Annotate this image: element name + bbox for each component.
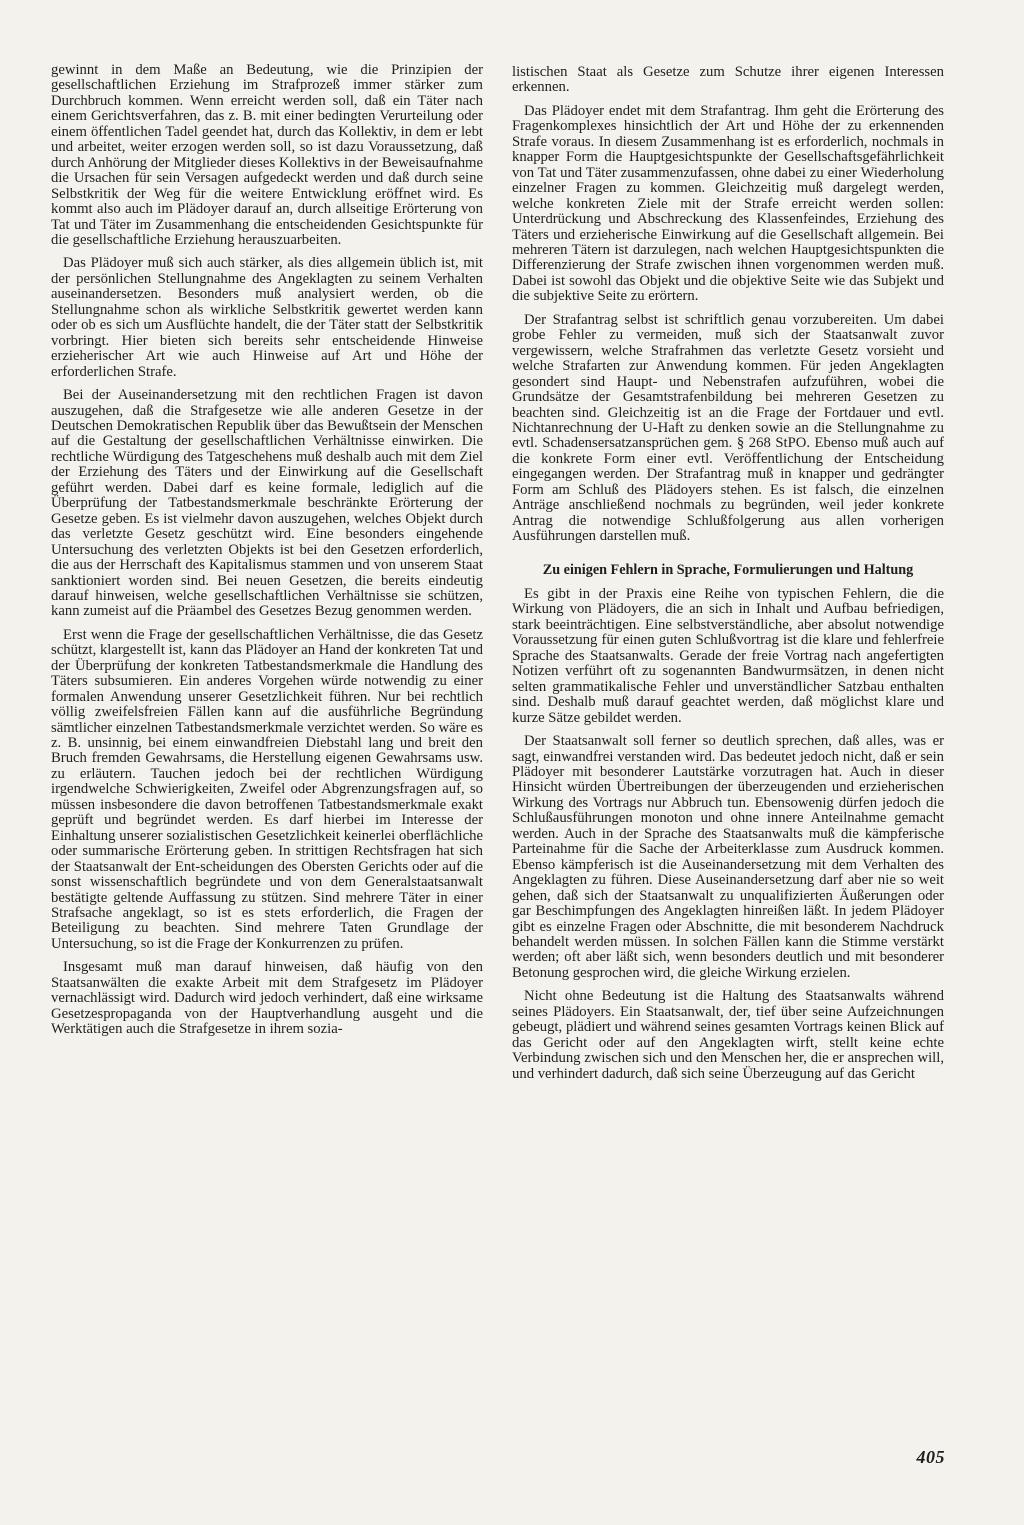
paragraph: gewinnt in dem Maße an Bedeutung, wie die Prinzipien der gesellschaftlichen Erziehung im Strafprozeß immer stärker zum Durchbruch kommen. Wenn erreicht werden soll, daß ein Täter nach einem Gerichtsverfahren, das z. B. mit einer bedingten Verurteilung oder einem öffentlichen Tadel geendet hat, durch das Kollektiv, in dem er lebt und arbeitet, weiter erzogen werden soll, so ist dazu Voraussetzung, daß durch Anhörung der Mitglieder dieses Kollektivs in der Beweisaufnahme die Ursachen für sein Versagen aufgedeckt werden und daß durch seine Selbstkritik der Weg für die weitere Entwicklung eröffnet wird. Es kommt also auch im Plädoyer darauf an, durch allseitige Erörterung von Tat und Täter im Zusammenhang die entscheidenden Gesichtspunkte für die gesellschaftliche Erziehung herauszuarbeiten.: [51, 62, 483, 248]
right-column: [512, 65, 944, 1082]
paragraph: Nicht ohne Bedeutung ist die Haltung des Staatsanwalts während seines Plädoyers. Ein Staatsanwalt, der, tief über seine Aufzeichnungen gebeugt, plädiert und während seines gesamten Vortrags keinen Blick auf das Gericht oder auf den Angeklagten wirft, stellt keine echte Verbindung zwischen sich und den Menschen her, die er ansprechen will, und verhindert dadurch, daß sich seine Überzeugung auf das Gericht: [512, 988, 944, 1082]
section-heading: Zu einigen Fehlern in Sprache, Formulierungen und Haltung: [542, 561, 914, 578]
paragraph: Es gibt in der Praxis eine Reihe von typischen Fehlern, die die Wirkung von Plädoyers, die an sich in Inhalt und Aufbau befriedigen, stark beeinträchtigen. Eine selbstverständliche, aber absolut notwendige Voraussetzung für einen guten Schlußvortrag ist die klare und fehlerfreie Sprache des Staatsanwalts. Gerade der freie Vortrag nach angefertigten Notizen verführt oft zu sogenannten Bandwurmsätzen, in denen nicht selten grammatikalische Fehler und unverständlicher Satzbau enthalten sind. Deshalb muß darauf geachtet werden, daß möglichst klare und kurze Sätze gebildet werden.: [512, 586, 944, 726]
paragraph: listischen Staat als Gesetze zum Schutze ihrer eigenen Interessen erkennen.: [512, 64, 944, 96]
paragraph: Der Strafantrag selbst ist schriftlich genau vorzubereiten. Um dabei grobe Fehler zu vermeiden, muß sich der Staatsanwalt zuvor vergewissern, welche Strafrahmen das verletzte Gesetz vorsieht und welche Strafarten zur Anwendung kommen. Für jeden Angeklagten gesondert sind Haupt- und Nebenstrafen aufzuführen, wobei die Grundsätze der Gesamtstrafenbildung bei mehreren Gesetzen zu beachten sind. Gleichzeitig ist an die Frage der Fortdauer und evtl. Nichtanrechnung der U-Haft zu denken sowie an die Stellungnahme zu evtl. Schadensersatzansprüchen gem. § 268 StPO. Ebenso muß auch auf die konkrete Form einer evtl. Veröffentlichung der Entscheidung eingegangen werden. Der Strafantrag muß in knapper und gedrängter Form am Schluß des Plädoyers stehen. Es ist falsch, die einzelnen Anträge anschließend nochmals zu begründen, weil jeder konkrete Antrag die notwendige Schlußfolgerung aus allen vorherigen Ausführungen darstellen muß.: [512, 311, 944, 545]
paragraph: Der Staatsanwalt soll ferner so deutlich sprechen, daß alles, was er sagt, einwandfrei verstanden wird. Das bedeutet jedoch nicht, daß er sein Plädoyer mit besonderer Lautstärke vorzutragen hat. Auch in dieser Hinsicht würden Übertreibungen der überzeugenden und erzieherischen Wirkung des Vortrags nur Abbruch tun. Ebensowenig dürfen jedoch die Schlußausführungen monoton und ohne innere Anteilnahme gemacht werden. Auch in der Sprache des Staatsanwalts muß die kämpferische Parteinahme für die Sache der Arbeiterklasse zum Ausdruck kommen. Ebenso kämpferisch ist die Auseinandersetzung mit dem Verhalten des Angeklagten zu führen. Diese Auseinandersetzung darf aber nie so weit gehen, daß sich der Staatsanwalt zu unqualifizierten Äußerungen oder gar Beschimpfungen des Angeklagten hinreißen läßt. In jedem Plädoyer gibt es einzelne Fragen oder Abschnitte, die mit besonderem Nachdruck behandelt werden müssen. In solchen Fällen kann die Stimme verstärkt werden; oft aber läßt sich, wenn besonders deutlich und mit besonderer Betonung gesprochen wird, die gleiche Wirkung erzielen.: [512, 733, 944, 981]
paragraph: Das Plädoyer endet mit dem Strafantrag. Ihm geht die Erörterung des Fragenkomplexes hinsichtlich der Art und Höhe der zu erkennenden Strafe voraus. In diesem Zusammenhang ist es erforderlich, nochmals in knapper Form die Hauptgesichtspunkte der Gesellschaftsgefährlichkeit von Tat und Täter zusammenzufassen, ohne dabei zu einer Wiederholung einzelner Fragen zu kommen. Gleichzeitig muß dargelegt werden, welche konkreten Ziele mit der Strafe erreicht werden sollen: Unterdrückung und Abschreckung des Klassenfeindes, Erziehung des Täters und erzieherische Einwirkung auf die Gesellschaft allgemein. Bei mehreren Tätern ist darzulegen, nach welchen Hauptgesichtspunkten die Differenzierung der Strafe zwischen ihnen vorgenommen werden muß. Dabei ist sowohl das Objekt und die objektive Seite wie das Subjekt und die subjektive Seite zu erörtern.: [512, 102, 944, 305]
paragraph: Bei der Auseinandersetzung mit den rechtlichen Fragen ist davon auszugehen, daß die Strafgesetze wie alle anderen Gesetze in der Deutschen Demokratischen Republik über das Bewußtsein der Menschen auf die Gestaltung der gesellschaftlichen Verhältnisse einwirken. Die rechtliche Würdigung des Tatgeschehens muß deshalb auch mit dem Ziel der Erziehung des Täters und der Einwirkung auf die Gesellschaft geführt werden. Dabei darf es keine formale, lediglich auf die Überprüfung der Tatbestandsmerkmale beschränkte Erörterung der Gesetze geben. Es ist vielmehr davon auszugehen, welches Objekt durch das verletzte Gesetz geschützt wird. Eine besonders eingehende Untersuchung des verletzten Objekts ist bei den Gesetzen erforderlich, die aus der Herrschaft des Kapitalismus stammen und von unserem Staat sanktioniert worden sind. Bei neuen Gesetzen, die bereits eindeutig darauf hinweisen, welche gesellschaftlichen Verhältnisse sie schützen, kann zumeist auf die Präambel des Gesetzes Bezug genommen werden.: [51, 387, 483, 620]
paragraph: Das Plädoyer muß sich auch stärker, als dies allgemein üblich ist, mit der persönlichen Stellungnahme des Angeklagten zu seinem Verhalten auseinandersetzen. Besonders muß analysiert werden, ob die Stellungnahme schon als wirkliche Selbstkritik gewertet werden kann oder ob es sich um Ausflüchte handelt, die der Täter statt der Selbstkritik vorbringt. Hier bieten sich bereits sehr entscheidende Hinweise erzieherischer Art wie auch Hinweise auf Art und Höhe der erforderlichen Strafe.: [51, 255, 483, 380]
paragraph: Erst wenn die Frage der gesellschaftlichen Verhältnisse, die das Gesetz schützt, klargestellt ist, kann das Plädoyer an Hand der konkreten Tat und der Überprüfung der konkreten Tatbestandsmerkmale die Handlung des Täters subsumieren. Ein anderes Vorgehen würde notwendig zu einer formalen Anwendung unserer Gesetzlichkeit führen. Nur bei rechtlich völlig zweifelsfreien Fällen kann auf die ausführliche Begründung sämtlicher einzelnen Tatbestandsmerkmale verzichtet werden. So wäre es z. B. unsinnig, bei einem einwandfreien Diebstahl lang und breit den Bruch fremden Gewahrsams, die Herstellung eigenen Gewahrsams usw. zu erläutern. Tauchen jedoch bei der rechtlichen Würdigung irgendwelche Schwierigkeiten, Zweifel oder Abgrenzungsfragen auf, so müssen insbesondere die davon betroffenen Tatbestandsmerkmale exakt geprüft und begründet werden. Es darf hierbei im Interesse der Einhaltung unserer sozialistischen Gesetzlichkeit keinerlei oberflächliche oder summarische Erörterung geben. In strittigen Rechtsfragen hat sich der Staatsanwalt der Ent-scheidungen des Obersten Gerichts oder auf die sonst wissenschaftlich begründete und von dem Generalstaatsanwalt bestätigte geltende Auffassung zu stützen. Sind mehrere Täter in einer Strafsache angeklagt, so ist es stets erforderlich, die Fragen der Beteiligung zu beachten. Sind mehrere Taten Grundlage der Untersuchung, so ist die Frage der Konkurrenzen zu prüfen.: [51, 626, 484, 952]
left-column: [51, 63, 483, 1038]
paragraph: Insgesamt muß man darauf hinweisen, daß häufig von den Staatsanwälten die exakte Arbeit mit dem Strafgesetz im Plädoyer vernachlässigt wird. Dadurch wird jedoch verhindert, daß eine wirksame Gesetzespropaganda von der Hauptverhandlung ausgeht und die Werktätigen auch die Strafgesetze in ihrem sozia-: [51, 959, 483, 1038]
page-number: 405: [916, 1447, 945, 1467]
